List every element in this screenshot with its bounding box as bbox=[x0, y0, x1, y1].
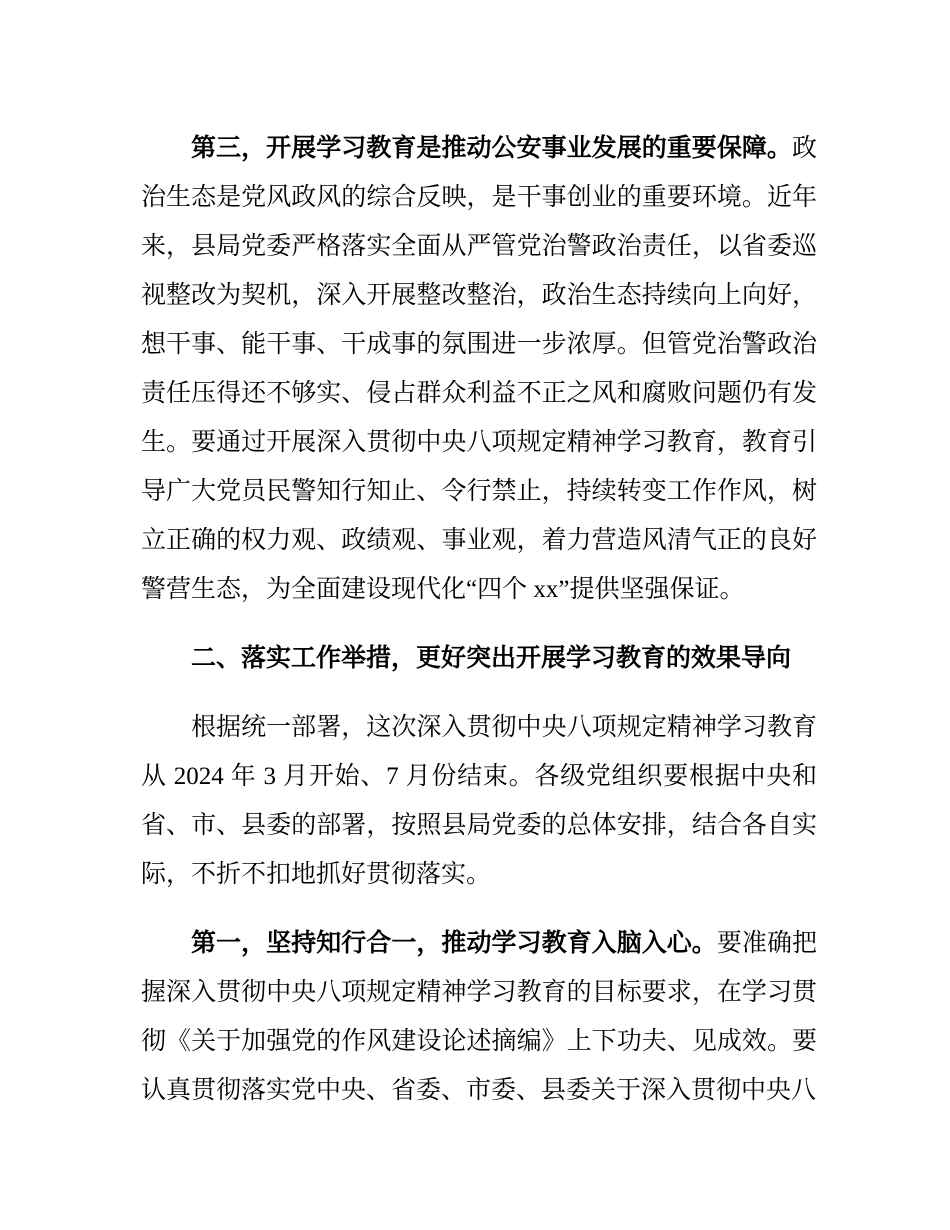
heading-section-two bbox=[141, 634, 817, 683]
text-segment: 要准确把握深入贯彻中央八项规定精神学习教育的目标要求，在学习贯彻《关于加强党的作风建设论述摘编》上下功夫、见成效。要认真贯彻落实党中央、省委、市委、县委关于深入贯彻中央八 bbox=[141, 930, 817, 1104]
text-segment: 根据统一部署，这次深入贯彻中央八项规定精神学习教育从 2024 年 3 月开始、7 月份结束。各级党组织要根据中央和省、市、县委的部署，按照县局党委的总体安排，结合各自实际，不折不扣地抓好贯彻落实。 bbox=[141, 714, 817, 888]
paragraph-deployment bbox=[141, 703, 817, 899]
text-segment: 政治生态是党风政风的综合反映，是干事创业的重要环境。近年来，县局党委严格落实全面从严管党治警政治责任，以省委巡视整改为契机，深入开展整改整治，政治生态持续向上向好，想干事、能干事、干成事的氛围进一步浓厚。但管党治警政治责任压得还不够实、侵占群众利益不正之风和腐败问题仍有发生。要通过开展深入贯彻中央八项规定精神学习教育，教育引导广大党员民警知行知止、令行禁止，持续转变工作作风，树立正确的权力观、政绩观、事业观，着力营造风清气正的良好警营生态，为全面建设现代化“四个 xx”提供坚强保证。 bbox=[141, 135, 817, 603]
bold-text-segment: 第三，开展学习教育是推动公安事业发展的重要保障。 bbox=[191, 134, 792, 162]
paragraph-point-three bbox=[141, 124, 817, 614]
paragraph-point-one bbox=[141, 919, 817, 1115]
bold-text-segment: 二、落实工作举措，更好突出开展学习教育的效果导向 bbox=[191, 644, 792, 672]
bold-text-segment: 第一，坚持知行合一，推动学习教育入脑入心。 bbox=[191, 929, 717, 957]
